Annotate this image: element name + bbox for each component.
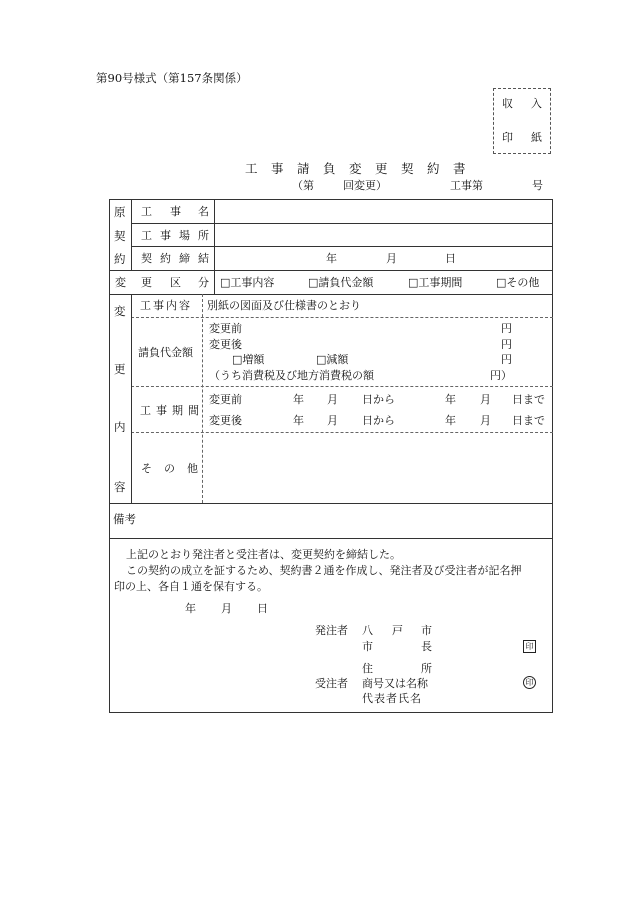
period-from: 日から xyxy=(362,393,395,406)
period-month: 月 xyxy=(480,414,491,427)
column-divider xyxy=(214,270,215,294)
stamp-char: 紙 xyxy=(531,131,542,144)
document-title: 工 事 請 負 変 更 契 約 書 xyxy=(245,161,467,176)
stamp-char: 印 xyxy=(502,131,513,144)
orderer-mayor: 長 xyxy=(421,640,432,653)
original-contract-label: 契 xyxy=(114,229,126,243)
statement-day: 日 xyxy=(257,602,268,615)
amount-after-yen: 円 xyxy=(501,338,512,351)
other-label: そ xyxy=(141,462,152,475)
orderer-seal-mark: 印 xyxy=(523,640,536,653)
work-place-label: 工 xyxy=(141,229,152,242)
work-number-suffix: 号 xyxy=(532,179,543,192)
column-divider xyxy=(131,199,132,270)
period-from: 日から xyxy=(362,414,395,427)
row-divider-dashed xyxy=(131,317,553,318)
period-year: 年 xyxy=(293,414,304,427)
work-content-label: 工事内容 xyxy=(140,299,192,312)
contract-date-label: 結 xyxy=(198,252,209,265)
work-place-label: 事 xyxy=(160,229,171,242)
stamp-char: 収 xyxy=(502,97,513,110)
change-category-label: 分 xyxy=(198,276,209,289)
checkbox-increase[interactable]: □増額 xyxy=(232,353,265,366)
work-name-label: 名 xyxy=(198,205,209,218)
period-after-label: 変更後 xyxy=(209,414,242,427)
orderer-city: 八 xyxy=(362,624,373,637)
work-place-label: 所 xyxy=(198,229,209,242)
statement-line1: 上記のとおり発注者と受注者は、変更契約を締結した。 xyxy=(126,548,401,561)
contractor-address-label: 住 xyxy=(362,662,373,675)
orderer-label: 発注者 xyxy=(315,624,348,637)
work-content-value: 別紙の図面及び仕様書のとおり xyxy=(207,299,361,312)
other-label: 他 xyxy=(187,462,198,475)
contractor-representative-label: 代表者氏名 xyxy=(362,692,422,705)
other-label: の xyxy=(164,462,175,475)
work-period-label: 期 xyxy=(172,404,183,417)
amount-before-yen: 円 xyxy=(501,322,512,335)
row-divider xyxy=(109,294,553,295)
checkbox-work-content[interactable]: □工事内容 xyxy=(220,276,275,289)
change-category-label: 変 xyxy=(115,276,126,289)
orderer-mayor: 市 xyxy=(362,640,373,653)
period-until: 日まで xyxy=(512,393,545,406)
original-contract-label: 原 xyxy=(114,205,126,219)
original-contract-label: 約 xyxy=(114,252,126,266)
period-month: 月 xyxy=(480,393,491,406)
period-year: 年 xyxy=(445,414,456,427)
remarks-label: 備考 xyxy=(113,512,136,526)
contract-date-label: 締 xyxy=(179,252,190,265)
change-category-label: 更 xyxy=(141,276,152,289)
work-period-label: 事 xyxy=(156,404,167,417)
change-number-open: （第 xyxy=(292,179,314,192)
row-divider-dashed xyxy=(131,386,553,387)
orderer-city: 市 xyxy=(421,624,432,637)
contractor-label: 受注者 xyxy=(315,677,348,690)
checkbox-contract-amount[interactable]: □請負代金額 xyxy=(308,276,374,289)
change-contents-label: 容 xyxy=(114,480,126,494)
change-category-label: 区 xyxy=(170,276,181,289)
contract-date-month: 月 xyxy=(386,252,397,265)
work-period-label: 間 xyxy=(188,404,199,417)
amount-before-label: 変更前 xyxy=(209,322,242,335)
stamp-char: 入 xyxy=(531,97,542,110)
row-divider xyxy=(109,538,553,539)
period-year: 年 xyxy=(445,393,456,406)
work-name-label: 事 xyxy=(170,205,181,218)
row-divider xyxy=(109,270,553,271)
statement-line2: この契約の成立を証するため、契約書２通を作成し、発注者及び受注者が記名押 xyxy=(126,564,522,577)
change-number-close: 回変更） xyxy=(343,179,387,192)
contract-date-label: 約 xyxy=(160,252,171,265)
change-contents-label: 変 xyxy=(114,304,126,318)
work-period-label: 工 xyxy=(140,404,151,417)
contractor-company-label: 商号又は名称 xyxy=(362,677,428,690)
form-number: 第90号様式（第157条関係） xyxy=(96,71,248,85)
contractor-seal-mark: 印 xyxy=(523,676,536,689)
work-name-label: 工 xyxy=(141,205,152,218)
amount-diff-yen: 円 xyxy=(501,353,512,366)
row-divider xyxy=(131,246,553,247)
orderer-city: 戸 xyxy=(392,624,403,637)
work-place-label: 場 xyxy=(179,229,190,242)
tax-note: （うち消費税及び地方消費税の額 xyxy=(209,369,374,382)
row-divider xyxy=(109,503,553,504)
contract-date-label: 契 xyxy=(141,252,152,265)
change-contents-label: 更 xyxy=(114,362,126,376)
column-divider xyxy=(131,294,132,503)
period-before-label: 変更前 xyxy=(209,393,242,406)
statement-year: 年 xyxy=(185,602,196,615)
checkbox-decrease[interactable]: □減額 xyxy=(316,353,349,366)
row-divider xyxy=(131,223,553,224)
period-year: 年 xyxy=(293,393,304,406)
statement-line3: 印の上、各自１通を保有する。 xyxy=(114,580,268,593)
change-contents-label: 内 xyxy=(114,420,126,434)
contract-date-year: 年 xyxy=(326,252,337,265)
contract-amount-label: 請負代金額 xyxy=(138,346,193,359)
statement-month: 月 xyxy=(221,602,232,615)
amount-after-label: 変更後 xyxy=(209,338,242,351)
checkbox-work-period[interactable]: □工事期間 xyxy=(408,276,463,289)
column-divider-dashed xyxy=(202,294,203,503)
column-divider xyxy=(214,199,215,270)
period-until: 日まで xyxy=(512,414,545,427)
period-month: 月 xyxy=(327,414,338,427)
contractor-address-label: 所 xyxy=(421,662,432,675)
row-divider-dashed xyxy=(131,432,553,433)
tax-note-close: 円） xyxy=(490,369,512,382)
period-month: 月 xyxy=(327,393,338,406)
contract-date-day: 日 xyxy=(445,252,456,265)
work-number-label: 工事第 xyxy=(450,179,483,192)
checkbox-other[interactable]: □その他 xyxy=(496,276,540,289)
